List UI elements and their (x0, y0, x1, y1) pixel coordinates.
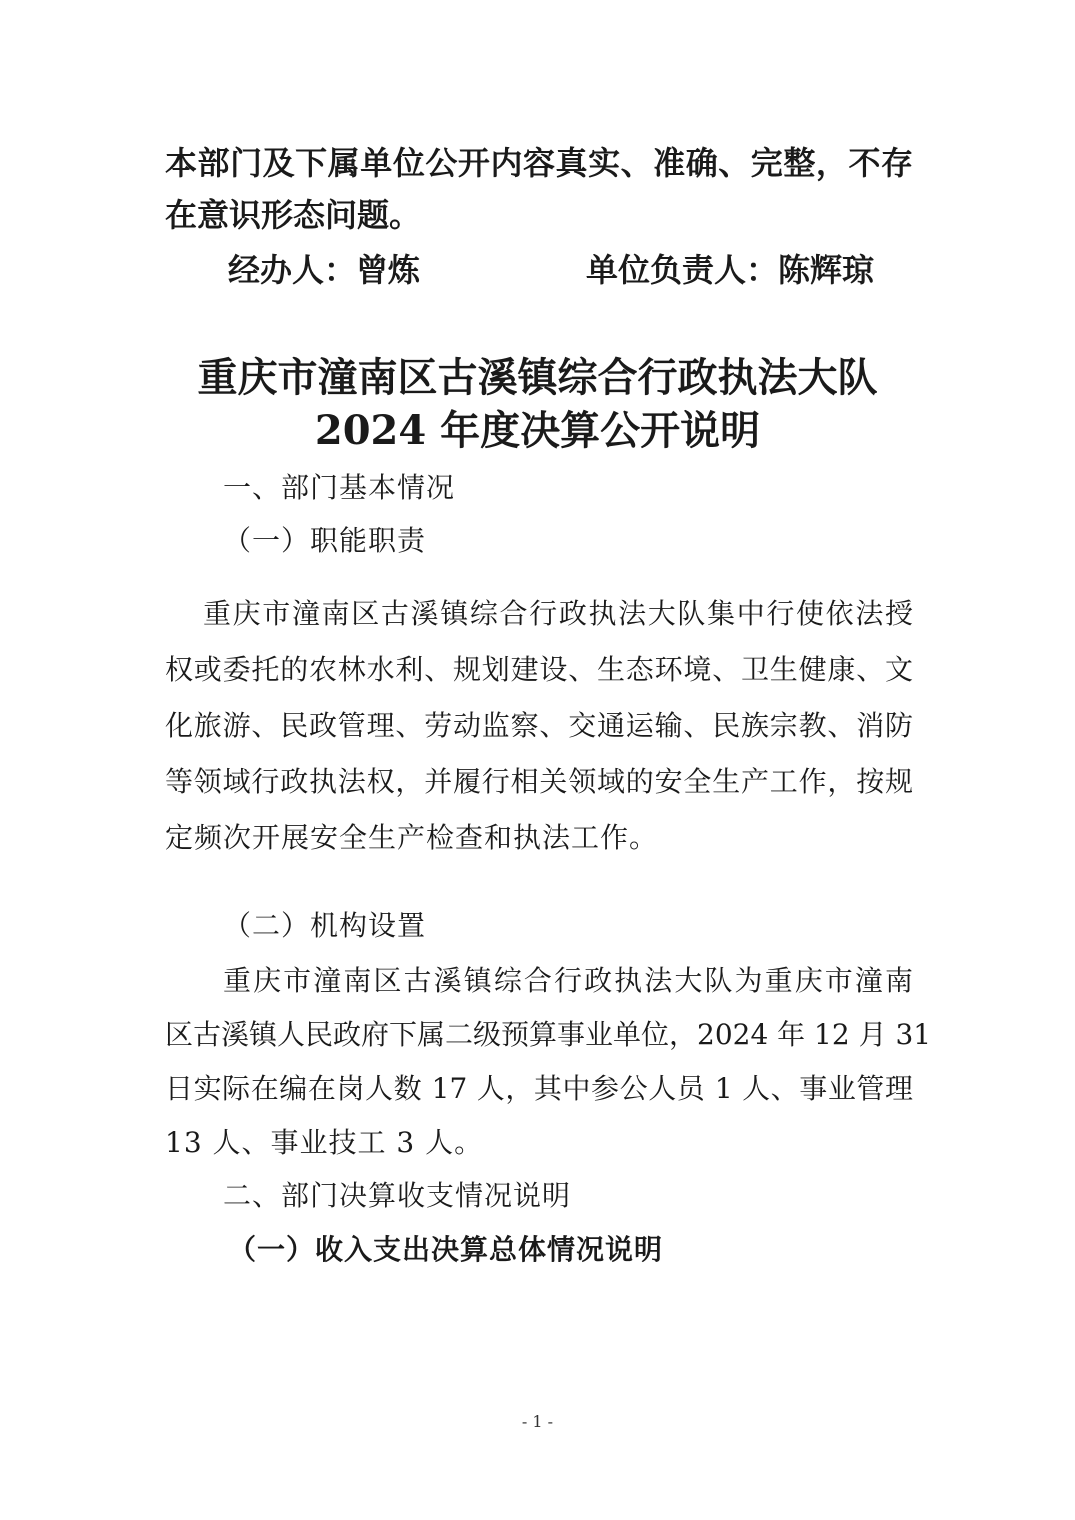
org-paragraph-line: 13 人、事业技工 3 人。 (165, 1126, 484, 1159)
duty-paragraph-line: 定频次开展安全生产检查和执法工作。 (165, 821, 659, 854)
handler-signature: 经办人：曾炼 (228, 251, 421, 289)
page-number: - 1 - (521, 1412, 554, 1431)
section-1-2-heading: （二）机构设置 (223, 909, 427, 942)
document-title-line-2: 2024 年度决算公开说明 (314, 407, 761, 454)
commitment-line-1: 本部门及下属单位公开内容真实、准确、完整，不存 (165, 144, 913, 182)
section-2-heading: 二、部门决算收支情况说明 (223, 1179, 572, 1212)
duty-paragraph-line: 等领域行政执法权，并履行相关领域的安全生产工作，按规 (165, 765, 913, 798)
section-1-heading: 一、部门基本情况 (223, 471, 456, 504)
duty-paragraph-line: 重庆市潼南区古溪镇综合行政执法大队集中行使依法授 (203, 597, 913, 630)
responsible-signature: 单位负责人：陈辉琼 (586, 251, 875, 289)
duty-paragraph-line: 权或委托的农林水利、规划建设、生态环境、卫生健康、文 (165, 653, 913, 686)
section-2-1-heading: （一）收入支出决算总体情况说明 (228, 1233, 664, 1266)
section-1-1-heading: （一）职能职责 (223, 524, 427, 557)
org-paragraph-line: 重庆市潼南区古溪镇综合行政执法大队为重庆市潼南 (223, 964, 913, 997)
org-paragraph-line: 区古溪镇人民政府下属二级预算事业单位，2024 年 12 月 31 (165, 1018, 932, 1051)
commitment-line-2: 在意识形态问题。 (165, 196, 422, 234)
document-title-line-1: 重庆市潼南区古溪镇综合行政执法大队 (197, 354, 878, 401)
org-paragraph-line: 日实际在编在岗人数 17 人，其中参公人员 1 人、事业管理 (165, 1072, 913, 1105)
duty-paragraph-line: 化旅游、民政管理、劳动监察、交通运输、民族宗教、消防 (165, 709, 913, 742)
